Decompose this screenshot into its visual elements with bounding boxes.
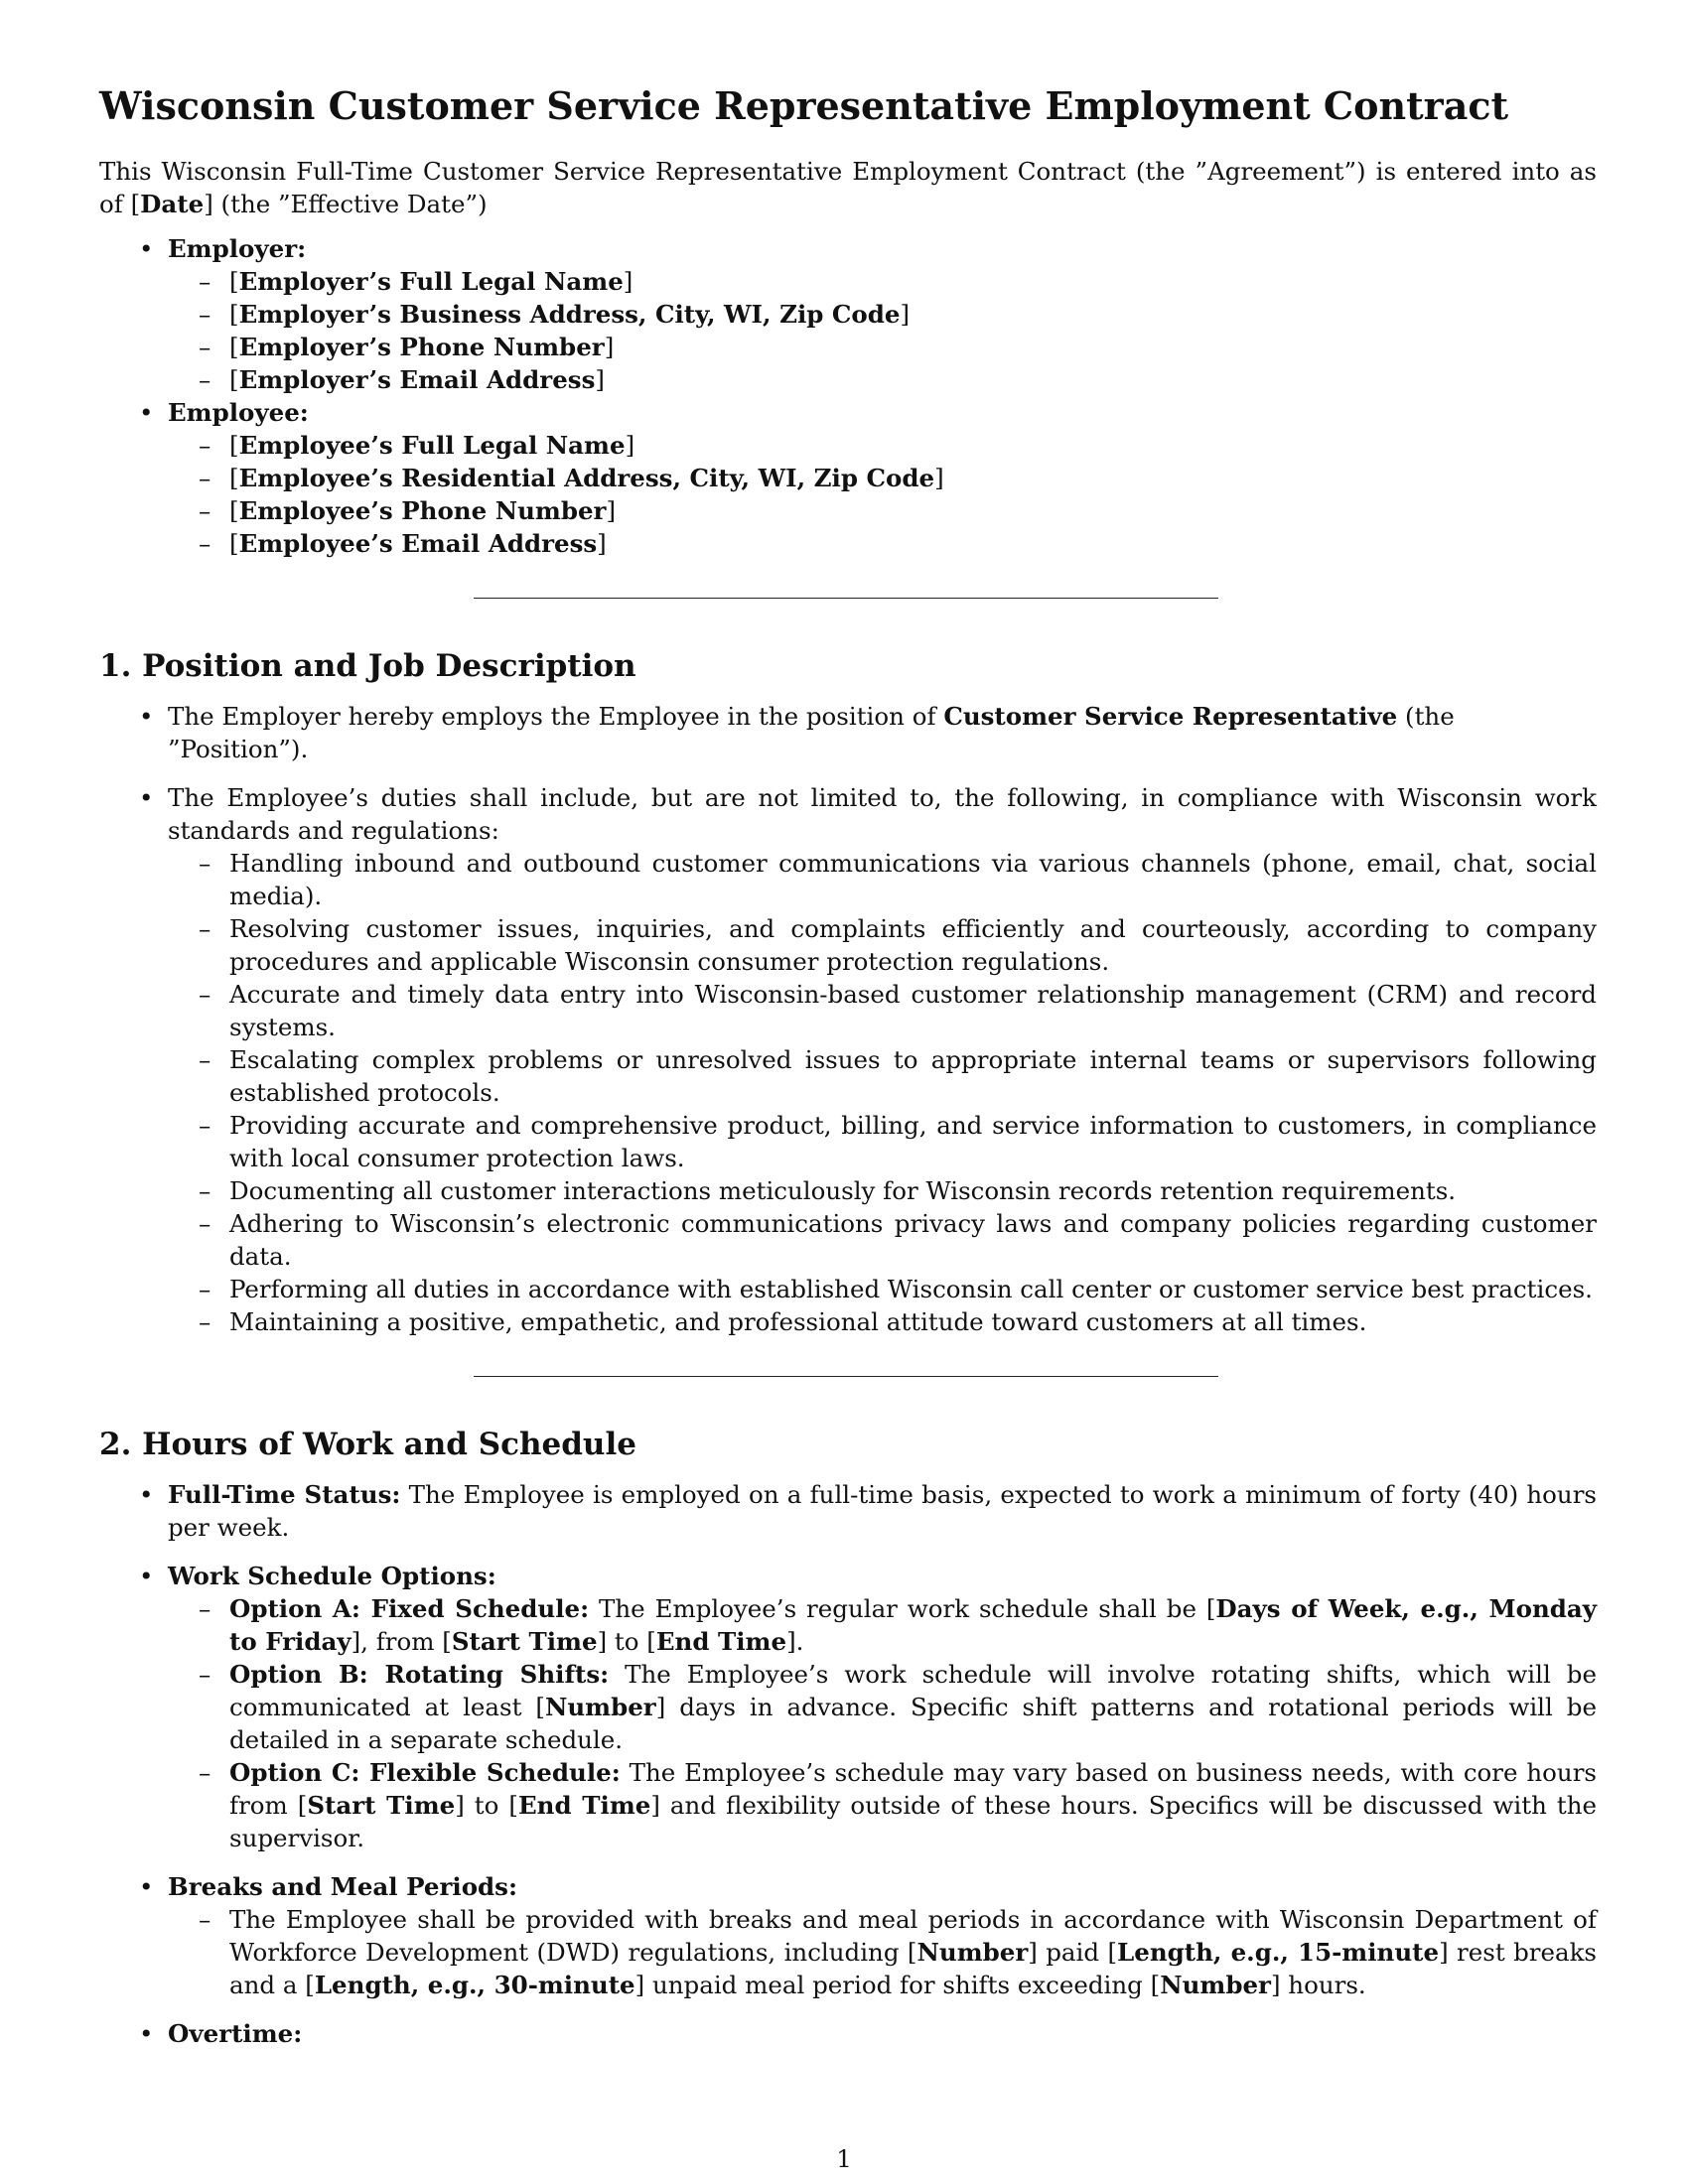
overtime-item [99, 2017, 1597, 2050]
duty-item: – Accurate and timely data entry into Wisconsin-based customer relationship management (CRM) and record systems. [168, 978, 1597, 1043]
employer-field: – [Employer’s Business Address, City, WI, Zip Code] [168, 298, 1597, 331]
duty-item: – Providing accurate and comprehensive product, billing, and service information to customers, in compliance with local consumer protection laws. [168, 1109, 1597, 1174]
breaks-label: Breaks and Meal Periods: [168, 1872, 518, 1901]
employee-field: – [Employee’s Email Address] [168, 527, 1597, 560]
date-placeholder: Date [140, 190, 205, 218]
employer-field: – [Employer’s Full Legal Name] [168, 265, 1597, 298]
section-heading: 2. Hours of Work and Schedule [99, 1427, 636, 1462]
employee-field: – [Employee’s Phone Number] [168, 494, 1597, 527]
document-title: Wisconsin Customer Service Representative Employment Contract [99, 83, 1509, 128]
overtime-label: Overtime: [168, 2019, 303, 2048]
position-statement: • The Employer hereby employs the Employee in the position of Customer Service Representative (the ”Position”). [99, 700, 1597, 765]
duty-item: – Adhering to Wisconsin’s electronic communications privacy laws and company policies regarding customer data. [168, 1207, 1597, 1273]
section-position [99, 646, 1597, 1338]
intro-paragraph: This Wisconsin Full-Time Customer Service Representative Employment Contract (the ”Agreement”) is entered into as of [Date] (the ”Effective Date”) [99, 157, 1597, 218]
contract-page [99, 83, 1597, 2050]
duties-item [99, 781, 1597, 1338]
duties-list [168, 847, 1597, 1338]
breaks-text: – The Employee shall be provided with breaks and meal periods in accordance with Wisconsin Department of Workforce Development (DWD) regulations, including [Number] paid [Length, e.g., 15-minute] rest breaks and a [Length, e.g., 30-minute] unpaid meal period for shifts exceeding [Number] hours. [168, 1903, 1597, 2001]
duty-item: – Maintaining a positive, empathetic, and professional attitude toward customers at all times. [168, 1305, 1597, 1338]
employer-field: – [Employer’s Phone Number] [168, 331, 1597, 363]
employer-party [99, 232, 1597, 396]
option-a-item: – Option A: Fixed Schedule: The Employee’s regular work schedule shall be [Days of Week, e.g., Monday to Friday], from [Start Time] to [End Time]. [168, 1592, 1597, 1658]
parties-list [99, 232, 1597, 560]
employer-field: – [Employer’s Email Address] [168, 363, 1597, 396]
horizontal-divider [474, 1376, 1218, 1377]
section-heading: 1. Position and Job Description [99, 648, 636, 684]
duty-item: – Resolving customer issues, inquiries, and complaints efficiently and courteously, according to company procedures and applicable Wisconsin consumer protection regulations. [168, 912, 1597, 978]
option-b-item: – Option B: Rotating Shifts: The Employee’s work schedule will involve rotating shifts, which will be communicated at least [Number] days in advance. Specific shift patterns and rotational periods will be detailed in a separate schedule. [168, 1658, 1597, 1756]
schedule-options-list [168, 1592, 1597, 1854]
full-time-status: • Full-Time Status: The Employee is employed on a full-time basis, expected to work a minimum of forty (40) hours per week. [99, 1478, 1597, 1544]
duties-intro: The Employee’s duties shall include, but are not limited to, the following, in compliance with Wisconsin work standards and regulations: [168, 783, 1597, 845]
schedule-options-label: Work Schedule Options: [168, 1562, 496, 1590]
section-hours [99, 1425, 1597, 2050]
duty-item: – Escalating complex problems or unresolved issues to appropriate internal teams or supervisors following established protocols. [168, 1043, 1597, 1109]
employee-party [99, 396, 1597, 560]
employee-label: Employee: [168, 398, 309, 427]
page-number: 1 [836, 2144, 852, 2173]
position-title: Customer Service Representative [943, 702, 1398, 731]
schedule-options [99, 1560, 1597, 1854]
breaks-item [99, 1870, 1597, 2001]
employee-field: – [Employee’s Full Legal Name] [168, 429, 1597, 462]
duty-item: – Performing all duties in accordance with established Wisconsin call center or customer service best practices. [168, 1273, 1597, 1305]
horizontal-divider [474, 598, 1218, 599]
breaks-list [168, 1903, 1597, 2001]
duty-item: – Documenting all customer interactions meticulously for Wisconsin records retention requirements. [168, 1174, 1597, 1207]
employee-field: – [Employee’s Residential Address, City, WI, Zip Code] [168, 462, 1597, 494]
duty-item: – Handling inbound and outbound customer communications via various channels (phone, email, chat, social media). [168, 847, 1597, 912]
employer-label: Employer: [168, 234, 307, 263]
option-c-item: – Option C: Flexible Schedule: The Employee’s schedule may vary based on business needs, with core hours from [Start Time] to [End Time] and flexibility outside of these hours. Specifics will be discussed with the supervisor. [168, 1756, 1597, 1854]
